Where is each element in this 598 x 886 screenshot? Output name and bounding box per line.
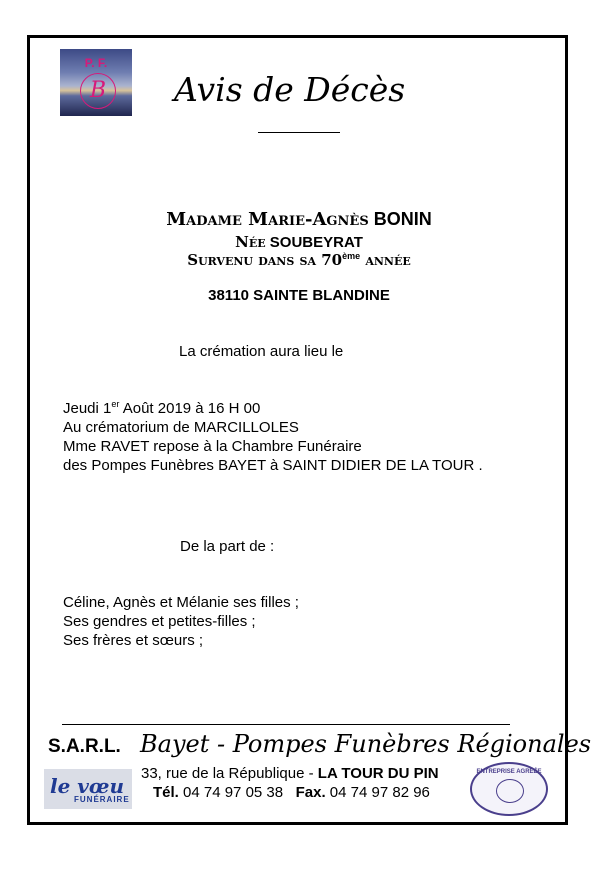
age-line: Survenu dans sa 70ème année [187, 251, 411, 269]
ceremony-intro: La crémation aura lieu le [179, 343, 344, 360]
rest-line-1: Mme RAVET repose à la Chambre Funéraire [63, 438, 362, 455]
family-line: Céline, Agnès et Mélanie ses filles ; [63, 594, 299, 611]
contact-numbers: Tél. 04 74 97 05 38 Fax. 04 74 97 82 96 [153, 784, 430, 801]
logo-letter: B [80, 73, 116, 109]
page-title: Avis de Décès [174, 70, 406, 109]
pf-logo [60, 49, 132, 116]
approved-company-seal: ENTREPRISE AGRÉÉE [470, 762, 548, 816]
birth-name: Née SOUBEYRAT [235, 233, 363, 251]
family-list [63, 593, 299, 650]
deceased-name: Madame Marie-Agnès BONIN [166, 209, 432, 230]
title-divider [258, 132, 340, 133]
ceremony-place: Au crématorium de MARCILLOLES [63, 419, 299, 436]
levoeu-logo: le vœu FUNÉRAIRE [44, 769, 132, 809]
company-address: 33, rue de la République - LA TOUR DU PIN [141, 765, 439, 782]
family-intro: De la part de : [180, 538, 275, 555]
company-prefix: S.A.R.L. [48, 736, 121, 757]
company-name: Bayet - Pompes Funèbres Régionales [140, 730, 592, 758]
logo-initials: P. F. [84, 56, 108, 70]
ceremony-details [63, 399, 483, 475]
rest-line-2: des Pompes Funèbres BAYET à SAINT DIDIER DE LA TOUR . [63, 457, 483, 474]
family-line: Ses gendres et petites-filles ; [63, 613, 256, 630]
family-line: Ses frères et sœurs ; [63, 632, 204, 649]
residence: 38110 SAINTE BLANDINE [208, 287, 390, 304]
ceremony-date: Jeudi 1er Août 2019 à 16 H 00 [63, 399, 261, 417]
footer-divider [62, 724, 510, 725]
seal-ring [496, 779, 524, 803]
